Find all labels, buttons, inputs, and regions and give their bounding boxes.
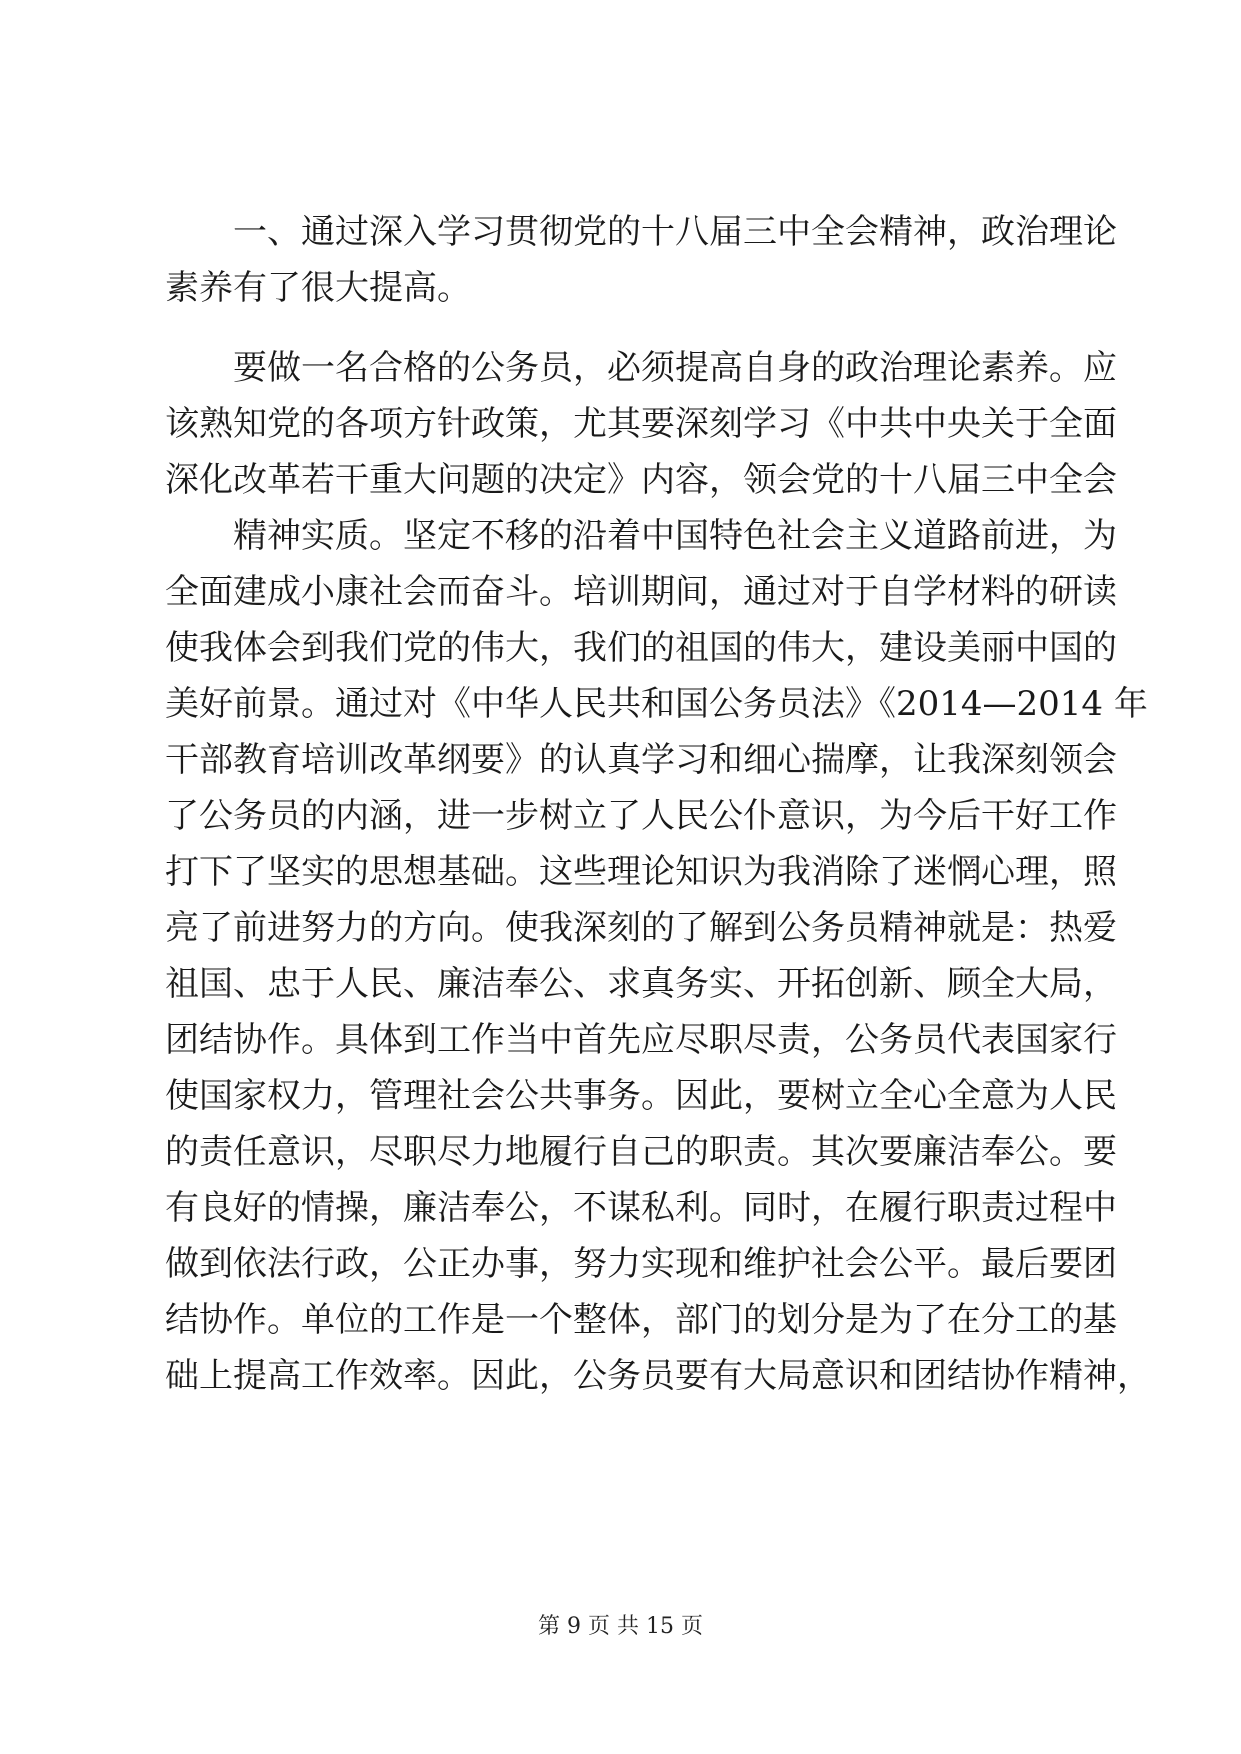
paragraph-3-line-6: 了公务员的内涵，进一步树立了人民公仆意识，为今后干好工作 (165, 796, 1117, 836)
paragraph-2-line-1: 要做一名合格的公务员，必须提高自身的政治理论素养。应 (233, 348, 1117, 388)
page-indicator: 第 9 页 共 15 页 (538, 1614, 703, 1639)
document-body (165, 0, 1151, 1754)
paragraph-3-line-2: 全面建成小康社会而奋斗。培训期间，通过对于自学材料的研读 (165, 572, 1117, 612)
paragraph-3-line-10: 团结协作。具体到工作当中首先应尽职尽责，公务员代表国家行 (165, 1020, 1117, 1060)
paragraph-3-line-13: 有良好的情操，廉洁奉公，不谋私利。同时，在履行职责过程中 (165, 1188, 1117, 1228)
paragraph-3-line-16: 础上提高工作效率。因此，公务员要有大局意识和团结协作精神， (165, 1356, 1151, 1396)
page-footer (0, 1609, 1241, 1640)
paragraph-3-line-4: 美好前景。通过对《中华人民共和国公务员法》《2014—2014 年 (165, 684, 1148, 724)
paragraph-3-line-12: 的责任意识，尽职尽力地履行自己的职责。其次要廉洁奉公。要 (165, 1132, 1117, 1172)
paragraph-3-line-15: 结协作。单位的工作是一个整体，部门的划分是为了在分工的基 (165, 1300, 1117, 1340)
paragraph-3-line-14: 做到依法行政，公正办事，努力实现和维护社会公平。最后要团 (165, 1244, 1117, 1284)
paragraph-2-line-2: 该熟知党的各项方针政策，尤其要深刻学习《中共中央关于全面 (165, 404, 1117, 444)
paragraph-3-line-3: 使我体会到我们党的伟大，我们的祖国的伟大，建设美丽中国的 (165, 628, 1117, 668)
paragraph-3-line-1: 精神实质。坚定不移的沿着中国特色社会主义道路前进，为 (233, 516, 1117, 556)
paragraph-3-line-8: 亮了前进努力的方向。使我深刻的了解到公务员精神就是：热爱 (165, 908, 1117, 948)
paragraph-2-line-3: 深化改革若干重大问题的决定》内容，领会党的十八届三中全会 (165, 460, 1117, 500)
paragraph-1-line-1: 一、通过深入学习贯彻党的十八届三中全会精神，政治理论 (233, 212, 1117, 252)
paragraph-3-line-5: 干部教育培训改革纲要》的认真学习和细心揣摩，让我深刻领会 (165, 740, 1117, 780)
paragraph-1-line-2: 素养有了很大提高。 (165, 268, 471, 308)
paragraph-3-line-9: 祖国、忠于人民、廉洁奉公、求真务实、开拓创新、顾全大局， (165, 964, 1117, 1004)
paragraph-3-line-7: 打下了坚实的思想基础。这些理论知识为我消除了迷惘心理，照 (165, 852, 1117, 892)
paragraph-3-line-11: 使国家权力，管理社会公共事务。因此，要树立全心全意为人民 (165, 1076, 1117, 1116)
